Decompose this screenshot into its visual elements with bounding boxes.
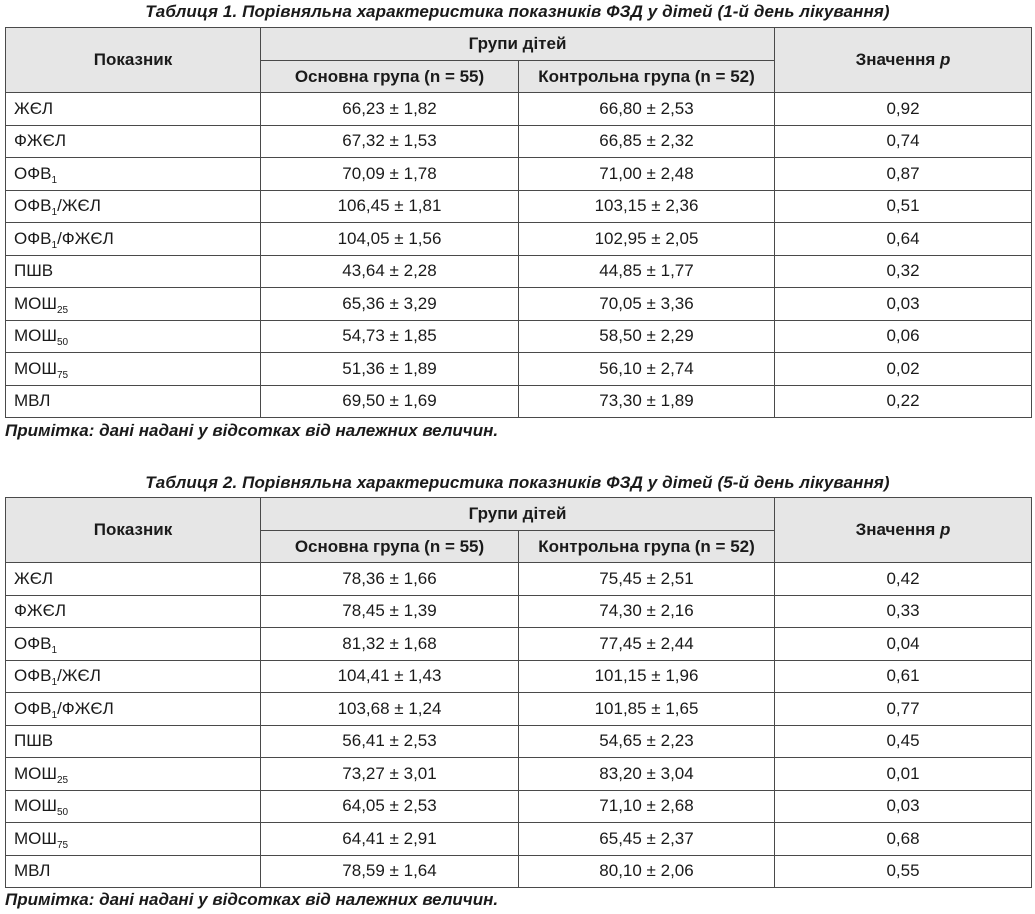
table-1 bbox=[5, 27, 1032, 418]
table-row bbox=[6, 790, 1032, 823]
main-group-value: 69,50 ± 1,69 bbox=[261, 385, 519, 418]
table-row bbox=[6, 125, 1032, 158]
indicator-name: ЖЄЛ bbox=[6, 563, 261, 596]
p-value: 0,45 bbox=[775, 725, 1032, 758]
indicator-name: ФЖЄЛ bbox=[6, 595, 261, 628]
table-row bbox=[6, 628, 1032, 661]
control-group-value: 56,10 ± 2,74 bbox=[519, 353, 775, 386]
table-2-caption: Таблиця 2. Порівняльна характеристика показників ФЗД у дітей (5-й день лікування) bbox=[145, 473, 890, 492]
header-p-value: Значення p bbox=[775, 498, 1032, 563]
table-row bbox=[6, 223, 1032, 256]
indicator-name: МВЛ bbox=[6, 385, 261, 418]
table-1-note: Примітка: дані надані у відсотках від належних величин. bbox=[5, 421, 499, 440]
table-row bbox=[6, 725, 1032, 758]
indicator-name: $МОШ_{75}$ bbox=[6, 823, 261, 856]
p-value: 0,32 bbox=[775, 255, 1032, 288]
indicator-name: ПШВ bbox=[6, 725, 261, 758]
main-group-value: 78,45 ± 1,39 bbox=[261, 595, 519, 628]
p-value: 0,64 bbox=[775, 223, 1032, 256]
indicator-name: ЖЄЛ bbox=[6, 93, 261, 126]
p-value: 0,04 bbox=[775, 628, 1032, 661]
p-value: 0,87 bbox=[775, 158, 1032, 191]
control-group-value: 83,20 ± 3,04 bbox=[519, 758, 775, 791]
main-group-value: 64,05 ± 2,53 bbox=[261, 790, 519, 823]
main-group-value: 78,59 ± 1,64 bbox=[261, 855, 519, 888]
header-control-group: Контрольна група (n = 52) bbox=[519, 531, 775, 563]
header-indicator: Показник bbox=[6, 28, 261, 93]
main-group-value: 70,09 ± 1,78 bbox=[261, 158, 519, 191]
p-value: 0,55 bbox=[775, 855, 1032, 888]
header-groups: Групи дітей bbox=[261, 498, 775, 531]
main-group-value: 66,23 ± 1,82 bbox=[261, 93, 519, 126]
table-row bbox=[6, 595, 1032, 628]
control-group-value: 44,85 ± 1,77 bbox=[519, 255, 775, 288]
table-row bbox=[6, 353, 1032, 386]
table-row bbox=[6, 93, 1032, 126]
main-group-value: 73,27 ± 3,01 bbox=[261, 758, 519, 791]
header-indicator: Показник bbox=[6, 498, 261, 563]
p-value: 0,77 bbox=[775, 693, 1032, 726]
indicator-name: $ОФВ_1$/ФЖЄЛ bbox=[6, 223, 261, 256]
indicator-name: МВЛ bbox=[6, 855, 261, 888]
control-group-value: 71,00 ± 2,48 bbox=[519, 158, 775, 191]
control-group-value: 70,05 ± 3,36 bbox=[519, 288, 775, 321]
indicator-name: $ОФВ_1$/ЖЄЛ bbox=[6, 190, 261, 223]
main-group-value: 51,36 ± 1,89 bbox=[261, 353, 519, 386]
main-group-value: 106,45 ± 1,81 bbox=[261, 190, 519, 223]
p-value: 0,22 bbox=[775, 385, 1032, 418]
control-group-value: 101,85 ± 1,65 bbox=[519, 693, 775, 726]
control-group-value: 77,45 ± 2,44 bbox=[519, 628, 775, 661]
main-group-value: 81,32 ± 1,68 bbox=[261, 628, 519, 661]
indicator-name: $МОШ_{25}$ bbox=[6, 288, 261, 321]
indicator-name: $МОШ_{75}$ bbox=[6, 353, 261, 386]
main-group-value: 65,36 ± 3,29 bbox=[261, 288, 519, 321]
p-value: 0,51 bbox=[775, 190, 1032, 223]
p-value: 0,01 bbox=[775, 758, 1032, 791]
control-group-value: 75,45 ± 2,51 bbox=[519, 563, 775, 596]
control-group-value: 102,95 ± 2,05 bbox=[519, 223, 775, 256]
table-row bbox=[6, 563, 1032, 596]
header-groups: Групи дітей bbox=[261, 28, 775, 61]
control-group-value: 101,15 ± 1,96 bbox=[519, 660, 775, 693]
main-group-value: 104,05 ± 1,56 bbox=[261, 223, 519, 256]
indicator-name: $ОФВ_1$/ФЖЄЛ bbox=[6, 693, 261, 726]
main-group-value: 78,36 ± 1,66 bbox=[261, 563, 519, 596]
p-value: 0,33 bbox=[775, 595, 1032, 628]
p-value: 0,74 bbox=[775, 125, 1032, 158]
indicator-name: $ОФВ_1$/ЖЄЛ bbox=[6, 660, 261, 693]
header-p-value: Значення p bbox=[775, 28, 1032, 93]
indicator-name: $МОШ_{50}$ bbox=[6, 790, 261, 823]
p-value: 0,02 bbox=[775, 353, 1032, 386]
control-group-value: 71,10 ± 2,68 bbox=[519, 790, 775, 823]
indicator-name: ФЖЄЛ bbox=[6, 125, 261, 158]
table-row bbox=[6, 855, 1032, 888]
indicator-name: ПШВ bbox=[6, 255, 261, 288]
p-value: 0,61 bbox=[775, 660, 1032, 693]
header-main-group: Основна група (n = 55) bbox=[261, 531, 519, 563]
control-group-value: 73,30 ± 1,89 bbox=[519, 385, 775, 418]
table-row bbox=[6, 823, 1032, 856]
main-group-value: 104,41 ± 1,43 bbox=[261, 660, 519, 693]
main-group-value: 64,41 ± 2,91 bbox=[261, 823, 519, 856]
p-value: 0,92 bbox=[775, 93, 1032, 126]
control-group-value: 66,80 ± 2,53 bbox=[519, 93, 775, 126]
table-row bbox=[6, 190, 1032, 223]
main-group-value: 43,64 ± 2,28 bbox=[261, 255, 519, 288]
control-group-value: 74,30 ± 2,16 bbox=[519, 595, 775, 628]
p-value: 0,03 bbox=[775, 790, 1032, 823]
table-1-caption: Таблиця 1. Порівняльна характеристика показників ФЗД у дітей (1-й день лікування) bbox=[145, 2, 890, 21]
indicator-name: $ОФВ_1$ bbox=[6, 628, 261, 661]
table-1-body bbox=[6, 93, 1032, 418]
main-group-value: 67,32 ± 1,53 bbox=[261, 125, 519, 158]
control-group-value: 80,10 ± 2,06 bbox=[519, 855, 775, 888]
p-value: 0,68 bbox=[775, 823, 1032, 856]
table-row bbox=[6, 320, 1032, 353]
indicator-name: $МОШ_{50}$ bbox=[6, 320, 261, 353]
p-value: 0,42 bbox=[775, 563, 1032, 596]
table-row bbox=[6, 758, 1032, 791]
table-row bbox=[6, 385, 1032, 418]
control-group-value: 66,85 ± 2,32 bbox=[519, 125, 775, 158]
indicator-name: $МОШ_{25}$ bbox=[6, 758, 261, 791]
table-row bbox=[6, 693, 1032, 726]
header-main-group: Основна група (n = 55) bbox=[261, 61, 519, 93]
control-group-value: 103,15 ± 2,36 bbox=[519, 190, 775, 223]
p-value: 0,06 bbox=[775, 320, 1032, 353]
table-2-note: Примітка: дані надані у відсотках від належних величин. bbox=[5, 890, 499, 909]
main-group-value: 103,68 ± 1,24 bbox=[261, 693, 519, 726]
table-row bbox=[6, 660, 1032, 693]
p-value: 0,03 bbox=[775, 288, 1032, 321]
control-group-value: 58,50 ± 2,29 bbox=[519, 320, 775, 353]
table-row bbox=[6, 288, 1032, 321]
table-row bbox=[6, 255, 1032, 288]
main-group-value: 56,41 ± 2,53 bbox=[261, 725, 519, 758]
control-group-value: 54,65 ± 2,23 bbox=[519, 725, 775, 758]
table-row bbox=[6, 158, 1032, 191]
main-group-value: 54,73 ± 1,85 bbox=[261, 320, 519, 353]
indicator-name: $ОФВ_1$ bbox=[6, 158, 261, 191]
table-2 bbox=[5, 497, 1032, 888]
header-control-group: Контрольна група (n = 52) bbox=[519, 61, 775, 93]
table-2-body bbox=[6, 563, 1032, 888]
control-group-value: 65,45 ± 2,37 bbox=[519, 823, 775, 856]
